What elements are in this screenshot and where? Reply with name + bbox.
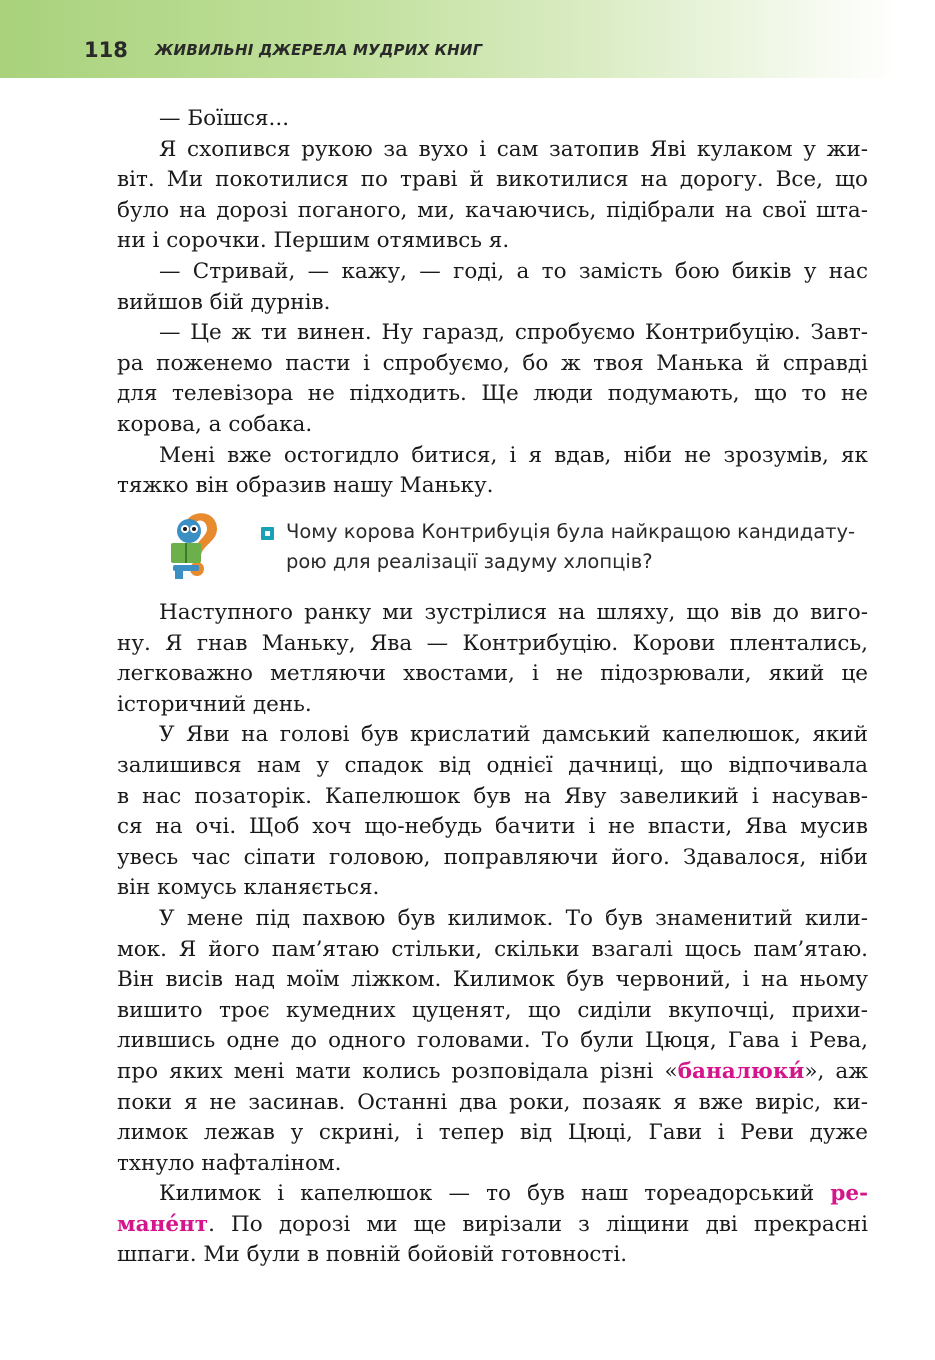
glossary-term: баналюки́ (677, 1058, 805, 1084)
text-line: залишився нам у спадок від однієї дачниці, що відпочивала (117, 752, 868, 778)
text-line: в нас позаторік. Капелюшок був на Яву завеликий і насував- (117, 783, 868, 809)
question-text (286, 517, 871, 577)
text-line: увесь час сіпати головою, поправляючи його. Здавалося, ніби (117, 844, 868, 870)
text-line: шпаги. Ми були в повній бойовій готовності. (117, 1242, 628, 1268)
text-line: Наступного ранку ми зустрілися на шляху, що вів до виго- (159, 600, 868, 625)
paragraph (117, 257, 868, 318)
text-line: тхнуло нафталіном. (117, 1150, 342, 1176)
question-line: Чому корова Контрибуція була найкращою кандидату- (286, 520, 856, 543)
text-line: вишито троє кумедних цуценят, що сиділи вкупочці, прихи- (117, 997, 868, 1023)
text-line: — Це ж ти винен. Ну гаразд, спробуємо Контрибуцію. Завт- (159, 320, 868, 346)
text-line: У мене під пахвою був килимок. То був знаменитий кили- (159, 905, 868, 931)
text-line: ся на очі. Щоб хоч що-небудь бачити і не впасти, Ява мусив (117, 814, 868, 840)
paragraph (117, 135, 868, 257)
question-box (163, 503, 873, 593)
text-line: історичний день. (117, 691, 312, 717)
paragraph (117, 1179, 868, 1271)
paragraph (117, 318, 868, 440)
text-line: було на дорозі поганого, ми, качаючись, підібрали на свої шта- (117, 197, 868, 223)
text-line: корова, а собака. (117, 411, 313, 437)
reading-figure-question-icon (163, 503, 231, 587)
text-line: — Стривай, — кажу, — годі, а то замість бою биків у нас (159, 258, 868, 284)
question-line: рою для реалізації задуму хлопців? (286, 550, 653, 573)
text-block-2 (117, 598, 868, 1271)
text-line: легковажно метляючи хвостами, і не підозрювали, який це (117, 661, 868, 687)
page-number: 118 (84, 38, 128, 62)
glossary-term: ре- (830, 1181, 868, 1207)
text-line: ра поженемо пасти і спробуємо, бо ж твоя Манька й справді (117, 350, 868, 376)
text-line: поки я не засинав. Останні два роки, позаяк я вже виріс, ки- (117, 1089, 868, 1115)
text-line: він комусь кланяється. (117, 875, 380, 901)
text-line: мок. Я його пам’ятаю стільки, скільки взагалі щось пам’ятаю. (117, 936, 868, 962)
glossary-term: мане́нт (117, 1211, 209, 1237)
paragraph (117, 720, 868, 904)
paragraph (117, 598, 868, 720)
text-line: У Яви на голові був крислатий дамський капелюшок, який (159, 722, 868, 748)
text-block-1 (117, 104, 868, 502)
text-line: вийшов бій дурнів. (117, 289, 331, 315)
text-line: ни і сорочки. Першим отямивсь я. (117, 228, 510, 254)
paragraph (117, 104, 868, 135)
header-band (0, 0, 935, 78)
text-line: віт. Ми покотилися по траві й викотилися на дорогу. Все, що (117, 167, 868, 193)
square-bullet-icon (261, 527, 274, 540)
text-line: Я схопився рукою за вухо і сам затопив Яві кулаком у жи- (159, 136, 868, 162)
text-line: ну. Я гнав Маньку, Ява — Контрибуцію. Корови плентались, (117, 630, 868, 656)
running-title: ЖИВИЛЬНІ ДЖЕРЕЛА МУДРИХ КНИГ (155, 41, 483, 59)
text-line: Килимок і капелюшок — то був наш тореадорський ре- (159, 1181, 868, 1207)
text-line: лившись одне до одного головами. То були Цюця, Гава і Рева, (117, 1028, 868, 1054)
text-line: тяжко він образив нашу Маньку. (117, 473, 494, 499)
paragraph (117, 441, 868, 502)
text-line: для телевізора не підходить. Ще люди подумають, що то не (117, 381, 868, 407)
text-line: мане́нт. По дорозі ми ще вирізали з ліщини дві прекрасні (117, 1211, 868, 1237)
text-line: лимок лежав у скрині, і тепер від Цюці, Гави і Реви дуже (117, 1120, 868, 1146)
paragraph (117, 904, 868, 1179)
text-line: про яких мені мати колись розповідала різні «баналюки́», аж (117, 1058, 868, 1084)
text-line: — Боїшся... (159, 106, 290, 131)
text-line: Мені вже остогидло битися, і я вдав, ніби не зрозумів, як (159, 442, 868, 468)
text-line: Він висів над моїм ліжком. Килимок був червоний, і на ньому (117, 967, 868, 993)
